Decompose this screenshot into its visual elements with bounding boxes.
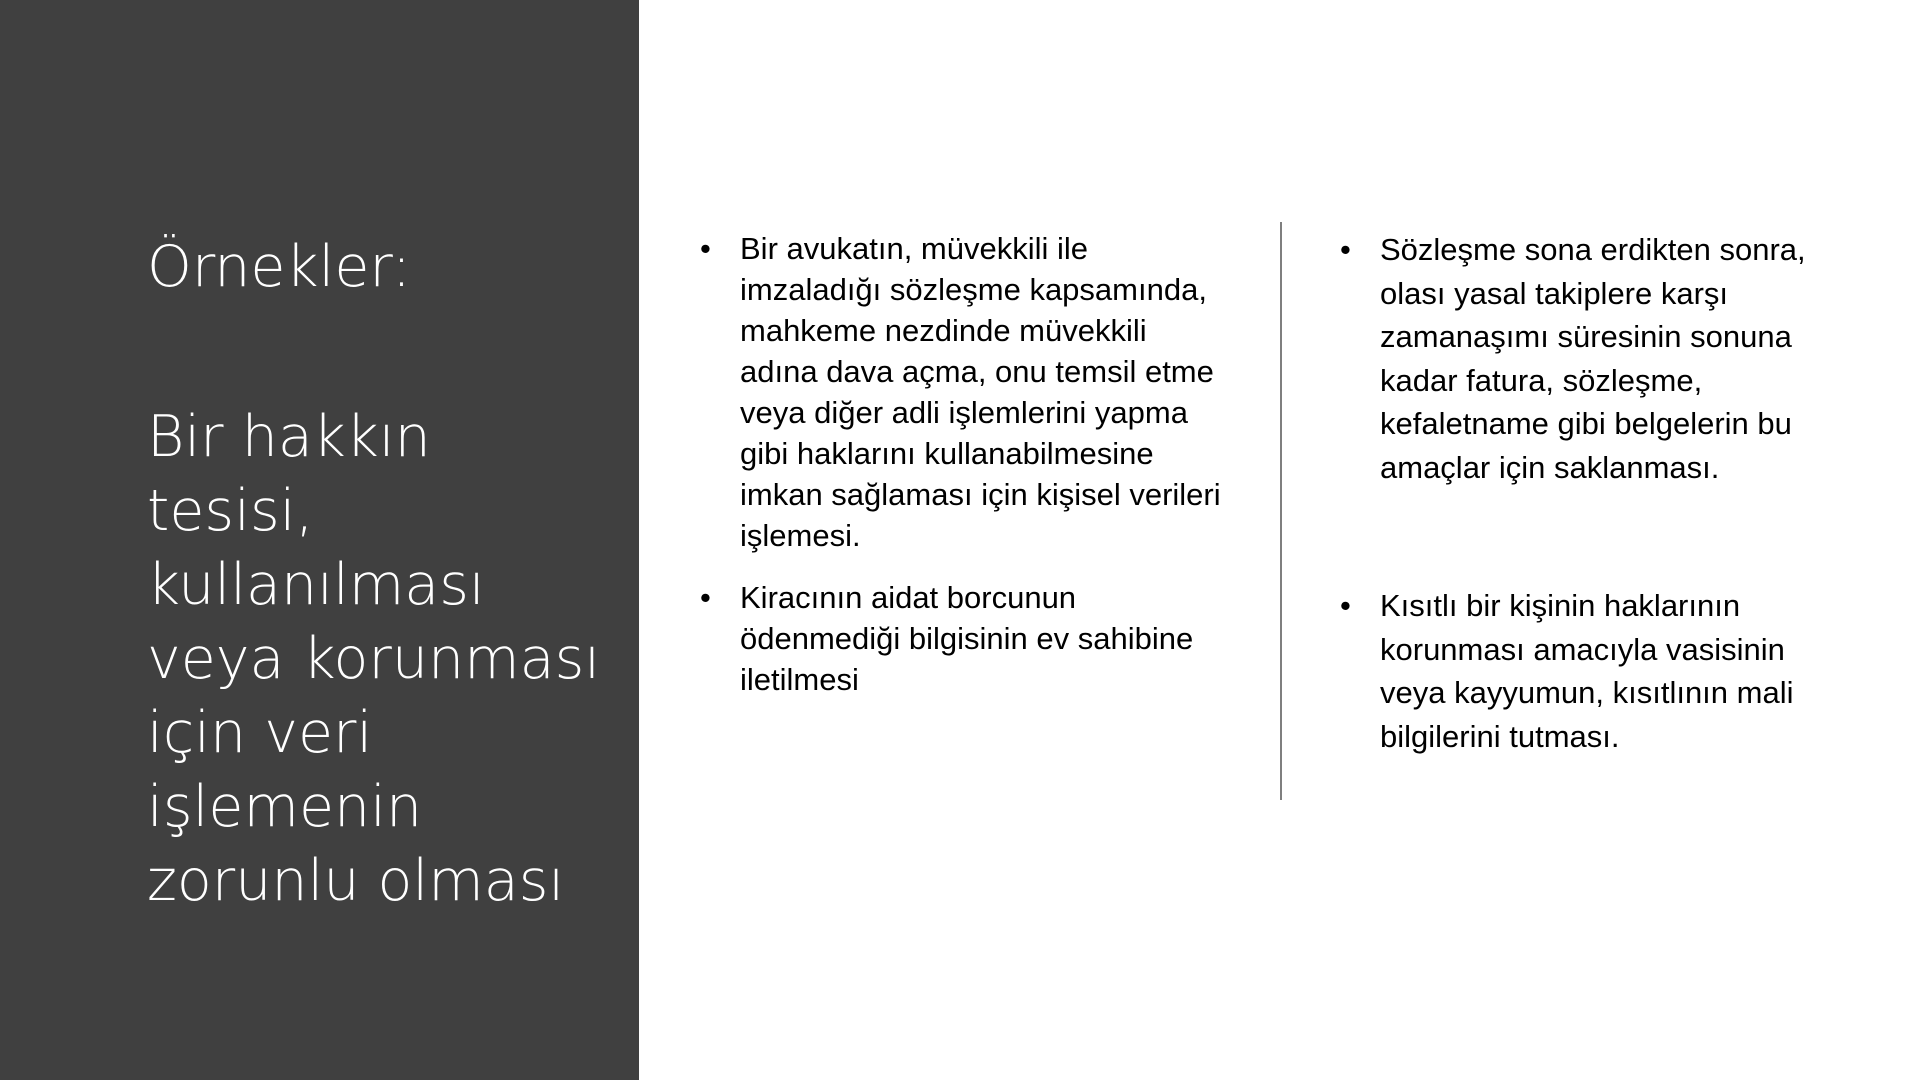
title-heading: Örnekler:	[147, 234, 412, 300]
title-line: için veri	[147, 700, 373, 766]
title-line: kullanılması	[147, 552, 485, 618]
bullet-item: • Sözleşme sona erdikten sonra, olası yasal takiplere karşı zamanaşımı süresinin sonuna kadar fatura, sözleşme, kefaletname gibi belgelerin bu amaçlar için saklanması.	[1340, 228, 1845, 489]
bullet-item: • Kısıtlı bir kişinin haklarının korunması amacıyla vasisinin veya kayyumun, kısıtlının mali bilgilerini tutması.	[1340, 584, 1845, 758]
column-divider	[1280, 222, 1282, 800]
content-column-left	[700, 228, 1230, 700]
slide-title	[147, 230, 607, 918]
title-line: veya korunması	[147, 626, 601, 692]
title-line: tesisi,	[147, 478, 314, 544]
title-panel	[0, 0, 639, 1080]
content-column-right	[1340, 228, 1845, 758]
bullet-list-left	[700, 228, 1230, 700]
title-line: Bir hakkın	[147, 404, 431, 470]
bullet-list-right	[1340, 228, 1845, 758]
title-spacer	[147, 304, 607, 400]
bullet-item: • Kiracının aidat borcunun ödenmediği bilgisinin ev sahibine iletilmesi	[700, 577, 1230, 700]
title-line: işlemenin	[147, 774, 423, 840]
title-line: zorunlu olması	[147, 848, 565, 914]
bullet-item: • Bir avukatın, müvekkili ile imzaladığı sözleşme kapsamında, mahkeme nezdinde müvekkili adına dava açma, onu temsil etme veya diğer adli işlemlerini yapma gibi haklarını kullanabilmesine imkan sağlaması için kişisel verileri işlemesi.	[700, 228, 1230, 556]
